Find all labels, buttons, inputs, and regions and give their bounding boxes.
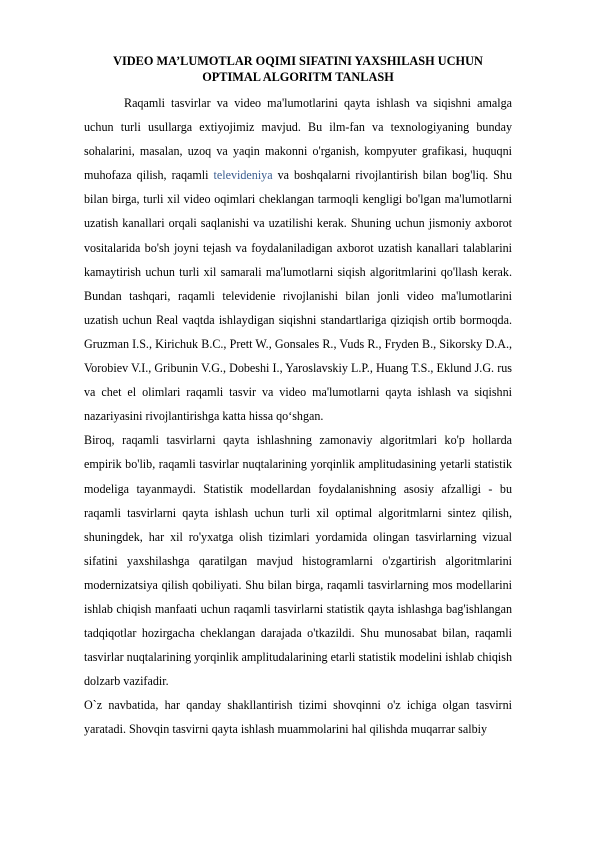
document-title (84, 53, 512, 85)
paragraph-1-highlighted-word: televideniya (213, 168, 273, 183)
paragraph-1-text-b: va boshqalarni rivojlantirish bilan bog'liq. Shu bilan birga, turli xil video oqimlari cheklangan tarmoqli kengligi bo'lgan ma'lumotlarni uzatish kanallari orqali saqlanishi va uzatilishi kerak. Shuning uchun jismoniy axborot vositalarida bo'sh joyni tejash va foydalaniladigan axborot uzatish kanallari talablarini kamaytirish uchun turli xil samarali ma'lumotlarni siqish algoritmlarini qo'llash kerak. Bundan tashqari, raqamli televidenie rivojlanishi bilan jonli video ma'lumotlarini uzatish uchun Real vaqtda ishlaydigan siqishni standartlariga qiziqish ortib bormoqda. Gruzman I.S., Kirichuk B.C., Prett W., Gonsales R., Vuds R., Fryden B., Sikorsky D.A., Vorobiev V.I., Gribunin V.G., Dobeshi I., Yaroslavskiy L.P., Huang T.S., Eklund J.G. rus va chet el olimlari raqamli tasvir va video ma'lumotlarni qayta ishlash va siqishni nazariyasini rivojlantirishga katta hissa qo‘shgan. (84, 168, 512, 424)
title-line-2: OPTIMAL ALGORITM TANLASH (202, 70, 394, 84)
title-line-1: VIDEO MA’LUMOTLAR OQIMI SIFATINI YAXSHILASH UCHUN (113, 54, 483, 68)
paragraph-3: O`z navbatida, har qanday shakllantirish tizimi shovqinni o'z ichiga olgan tasvirni yaratadi. Shovqin tasvirni qayta ishlash muammolarini hal qilishda muqarrar salbiy (84, 698, 512, 737)
document-page (84, 53, 512, 742)
paragraph-1-text-a: Raqamli tasvirlar va video ma'lumotlarini qayta ishlash va siqishni amalga uchun turli usullarga extiyojimiz mavjud. Bu ilm-fan va texnologiyaning bunday sohalarini, masalan, uzoq va yaqin makonni o'rganish, kompyuter grafikasi, huquqni muhofaza qilish, raqamli (84, 96, 512, 183)
paragraph-2: Biroq, raqamli tasvirlarni qayta ishlashning zamonaviy algoritmlari ko'p hollarda empirik bo'lib, raqamli tasvirlar nuqtalarining yorqinlik amplitudasining yetarli statistik modeliga tayanmaydi. Statistik modellardan foydalanishning asosiy afzalligi - bu raqamli tasvirlarni qayta ishlash uchun turli xil optimal algoritmlarni sintez qilish, shuningdek, har xil ro'yxatga olish tizimlari yordamida olingan tasvirlarning vizual sifatini yaxshilashga qaratilgan mavjud histogramlarni o'zgartirish algoritmlarini modernizatsiya qilish qobiliyati. Shu bilan birga, raqamli tasvirlarning mos modellarini ishlab chiqish manfaati uchun raqamli tasvirlarni statistik qayta ishlashga bag'ishlangan tadqiqotlar hozirgacha cheklangan darajada o'tkazildi. Shu munosabat bilan, raqamli tasvirlar nuqtalarining yorqinlik amplitudalarining etarli statistik modelini ishlab chiqish dolzarb vazifadir. (84, 433, 512, 689)
paragraph-1 (84, 91, 512, 428)
